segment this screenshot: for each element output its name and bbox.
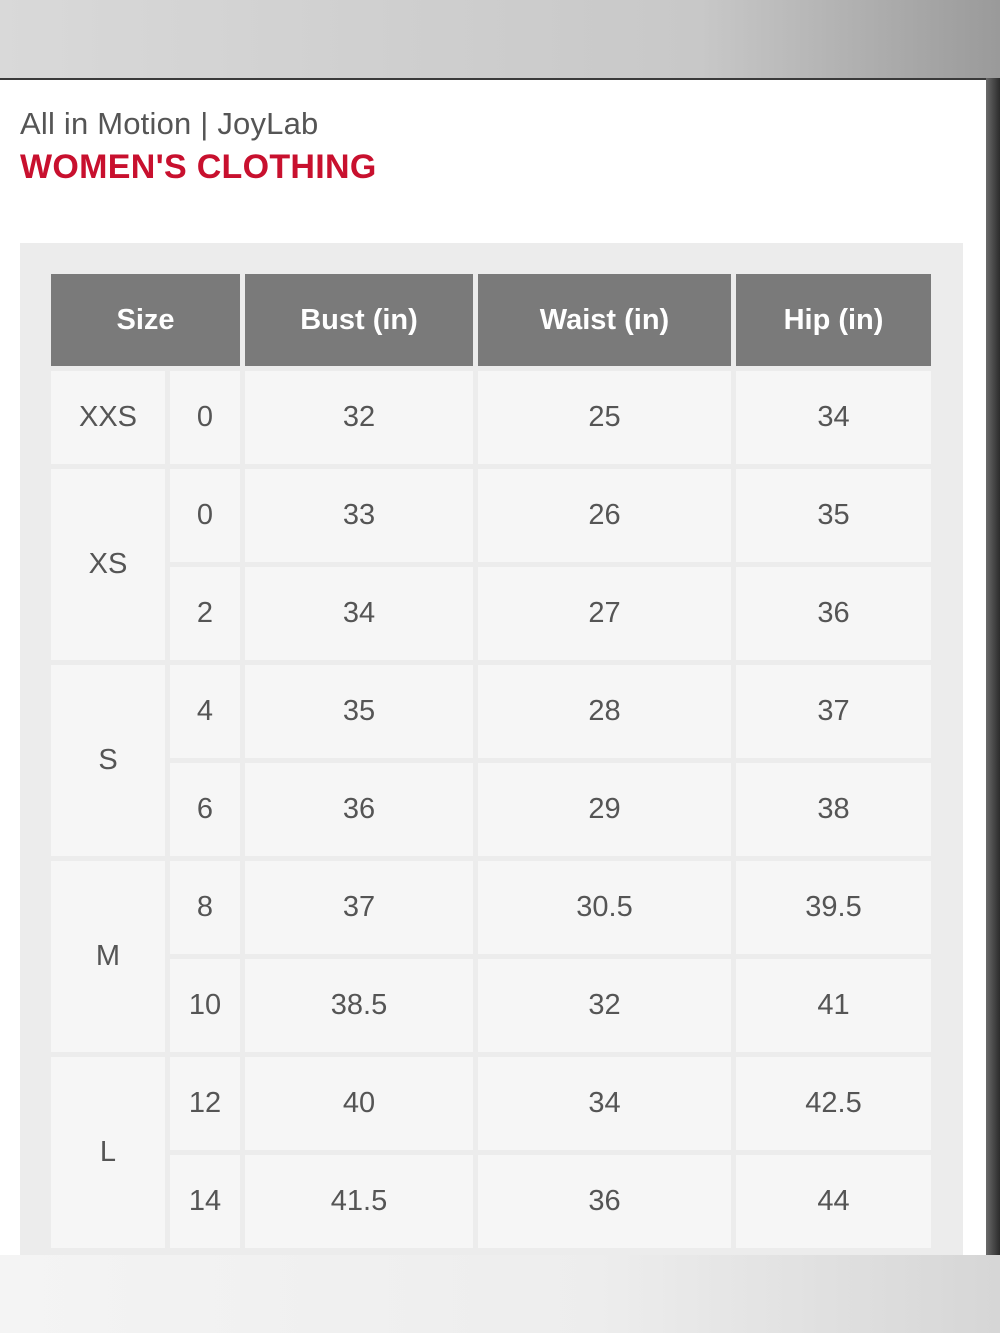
waist-value: 27: [478, 567, 731, 660]
brand-line: All in Motion | JoyLab: [20, 106, 319, 141]
table-row: [51, 763, 931, 856]
header-size: Size: [51, 274, 240, 366]
right-screen-edge: [986, 78, 1000, 1258]
size-label: XXS: [51, 371, 165, 464]
page-title: WOMEN'S CLOTHING: [20, 148, 377, 186]
waist-value: 34: [478, 1057, 731, 1150]
bust-value: 36: [245, 763, 473, 856]
table-row: [51, 959, 931, 1052]
hip-value: 38: [736, 763, 931, 856]
bottom-screen-band: [0, 1255, 1000, 1333]
table-header-row: [51, 274, 931, 366]
waist-value: 28: [478, 665, 731, 758]
size-number: 10: [170, 959, 240, 1052]
size-number: 2: [170, 567, 240, 660]
size-label: S: [51, 665, 165, 856]
size-chart-table: [46, 269, 936, 1253]
bust-value: 40: [245, 1057, 473, 1150]
bust-value: 38.5: [245, 959, 473, 1052]
bust-value: 33: [245, 469, 473, 562]
size-number: 12: [170, 1057, 240, 1150]
table-row: [51, 1155, 931, 1248]
hip-value: 34: [736, 371, 931, 464]
header-hip: Hip (in): [736, 274, 931, 366]
size-chart-panel: [20, 243, 963, 1255]
header-waist: Waist (in): [478, 274, 731, 366]
waist-value: 30.5: [478, 861, 731, 954]
bust-value: 41.5: [245, 1155, 473, 1248]
header-bust: Bust (in): [245, 274, 473, 366]
size-number: 4: [170, 665, 240, 758]
top-screen-band: [0, 0, 1000, 78]
top-divider: [0, 78, 1000, 80]
size-label: XS: [51, 469, 165, 660]
waist-value: 26: [478, 469, 731, 562]
size-number: 8: [170, 861, 240, 954]
hip-value: 37: [736, 665, 931, 758]
hip-value: 44: [736, 1155, 931, 1248]
table-row: [51, 567, 931, 660]
table-row: [51, 469, 931, 562]
hip-value: 39.5: [736, 861, 931, 954]
table-row: [51, 861, 931, 954]
waist-value: 29: [478, 763, 731, 856]
waist-value: 32: [478, 959, 731, 1052]
bust-value: 34: [245, 567, 473, 660]
waist-value: 36: [478, 1155, 731, 1248]
bust-value: 37: [245, 861, 473, 954]
size-number: 6: [170, 763, 240, 856]
size-number: 14: [170, 1155, 240, 1248]
hip-value: 36: [736, 567, 931, 660]
size-number: 0: [170, 371, 240, 464]
size-number: 0: [170, 469, 240, 562]
hip-value: 41: [736, 959, 931, 1052]
waist-value: 25: [478, 371, 731, 464]
hip-value: 42.5: [736, 1057, 931, 1150]
table-row: [51, 371, 931, 464]
bust-value: 32: [245, 371, 473, 464]
hip-value: 35: [736, 469, 931, 562]
size-label: M: [51, 861, 165, 1052]
table-row: [51, 665, 931, 758]
size-label: L: [51, 1057, 165, 1248]
table-row: [51, 1057, 931, 1150]
bust-value: 35: [245, 665, 473, 758]
